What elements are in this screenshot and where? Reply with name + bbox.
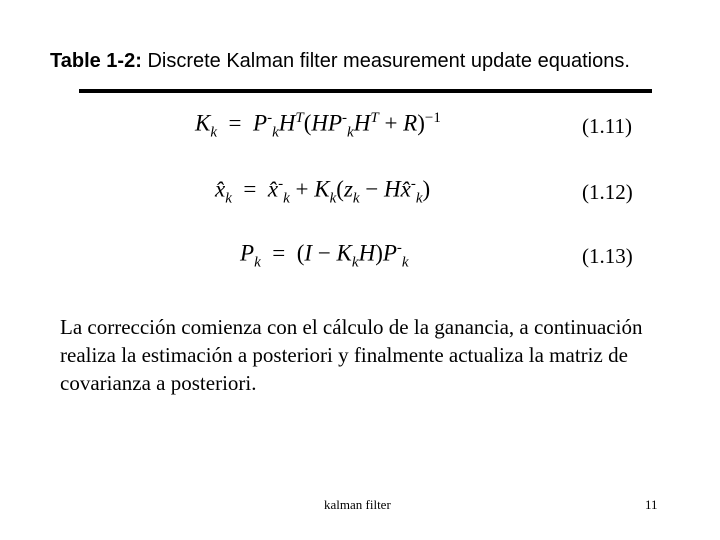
equation-number-3: (1.13) [582,244,633,268]
table-caption-label: Table 1-2: [50,50,142,72]
page-number: 11 [645,497,658,512]
equation-covariance-update: $P_k = (I - K_kH)P^-_k$ [240,240,409,271]
equation-state-update: $x̂_k$ = $x̂^-_k + K_k(z_k$ − $Hx̂^-_k$) [215,176,431,207]
equation-kalman-gain: $K_k = P^-_kH^T(HP^-_kH^T + R)^{-1}$ [195,110,441,141]
body-paragraph: La corrección comienza con el cálculo de la ganancia, a continuación realiza la estimación a posteriori y finalmente actualiza la matriz de covarianza a posteriori. [60,315,643,395]
table-caption-text: Discrete Kalman filter measurement update equations. [147,50,630,72]
table-caption [50,50,630,73]
footer-title: kalman filter [324,497,391,512]
equation-number-2: (1.12) [582,180,633,204]
equation-number-1: (1.11) [582,114,632,138]
caption-rule [79,89,652,93]
